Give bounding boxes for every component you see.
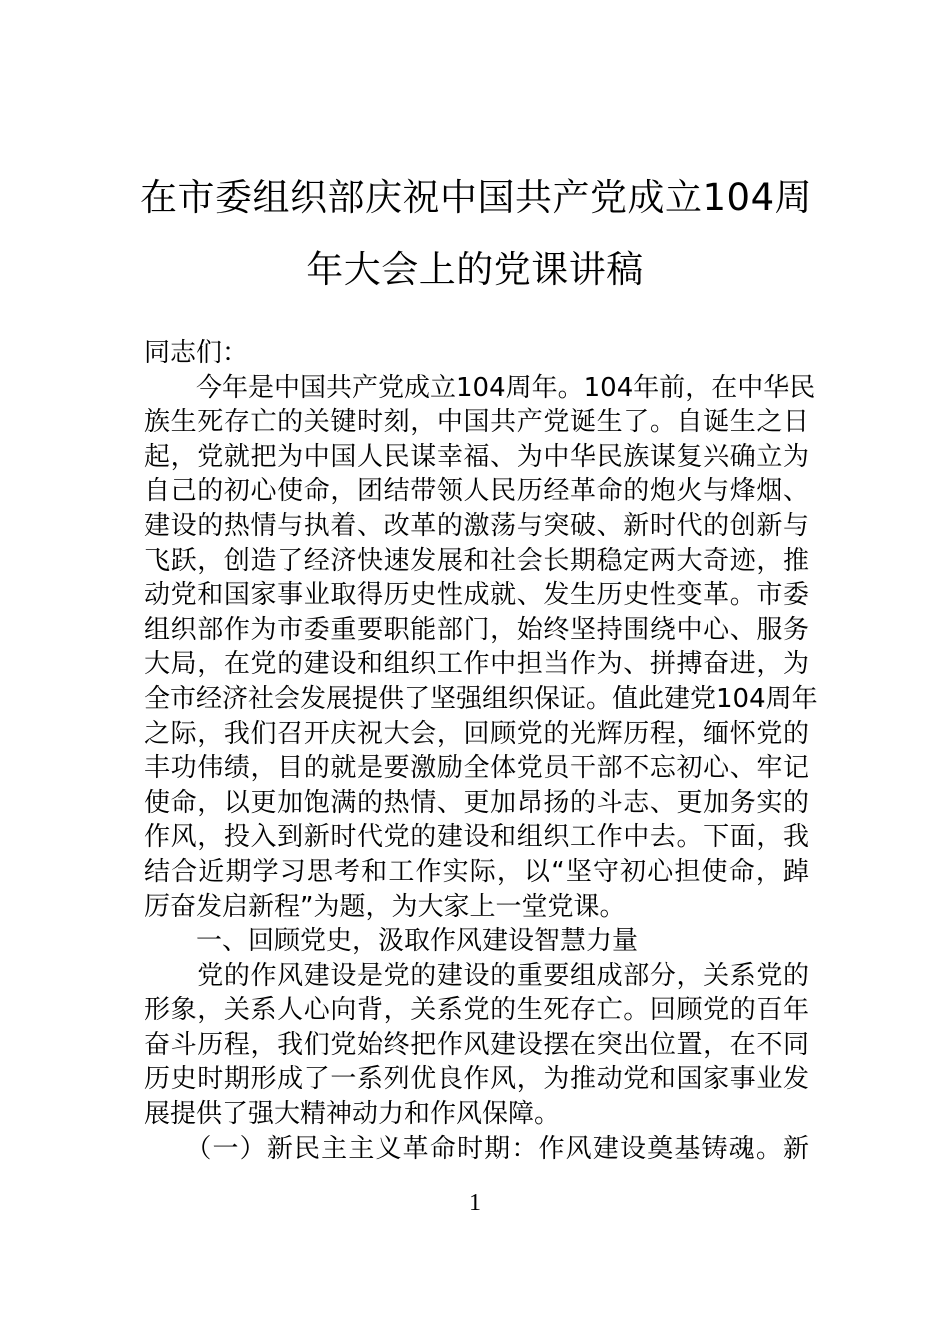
body-line: 之际，我们召开庆祝大会，回顾党的光辉历程，缅怀党的 (144, 718, 809, 749)
body-line: 大局，在党的建设和组织工作中担当作为、拼搏奋进，为 (144, 649, 809, 680)
body-line: 党的作风建设是党的建设的重要组成部分，关系党的 (144, 960, 809, 991)
subsection-heading: （一）新民主主义革命时期：作风建设奠基铸魂。新 (144, 1133, 809, 1164)
body-line: 自己的初心使命，团结带领人民历经革命的炮火与烽烟、 (144, 476, 809, 507)
body-line: 丰功伟绩，目的就是要激励全体党员干部不忘初心、牢记 (144, 753, 809, 784)
body-line: 厉奋发启新程”为题，为大家上一堂党课。 (144, 891, 626, 922)
body-line: 动党和国家事业取得历史性成就、发生历史性变革。市委 (144, 580, 809, 611)
body-line: 起，党就把为中国人民谋幸福、为中华民族谋复兴确立为 (144, 441, 809, 472)
body-line: 奋斗历程，我们党始终把作风建设摆在突出位置，在不同 (144, 1029, 809, 1060)
section-heading: 一、回顾党史，汲取作风建设智慧力量 (144, 926, 639, 957)
body-line: 结合近期学习思考和工作实际，以“坚守初心担使命，踔 (144, 856, 809, 887)
page-number: 1 (469, 1190, 481, 1216)
body-line: 全市经济社会发展提供了坚强组织保证。值此建党104周年 (144, 683, 818, 714)
body-line: 形象，关系人心向背，关系党的生死存亡。回顾党的百年 (144, 995, 809, 1026)
body-line: 作风，投入到新时代党的建设和组织工作中去。下面，我 (144, 822, 809, 853)
title-line-2: 年大会上的党课讲稿 (306, 248, 644, 291)
body-line: 今年是中国共产党成立104周年。104年前，在中华民 (144, 372, 816, 403)
title-line-1: 在市委组织部庆祝中国共产党成立104周 (140, 176, 813, 219)
document-title (140, 162, 813, 306)
document-body (144, 336, 818, 1166)
body-line: 历史时期形成了一系列优良作风，为推动党和国家事业发 (144, 1064, 809, 1095)
body-line: 建设的热情与执着、改革的激荡与突破、新时代的创新与 (144, 510, 809, 541)
body-line: 使命，以更加饱满的热情、更加昂扬的斗志、更加务实的 (144, 787, 809, 818)
body-line: 展提供了强大精神动力和作风保障。 (144, 1099, 561, 1130)
salutation: 同志们： (144, 338, 249, 368)
body-line: 组织部作为市委重要职能部门，始终坚持围绕中心、服务 (144, 614, 809, 645)
body-line: 飞跃，创造了经济快速发展和社会长期稳定两大奇迹，推 (144, 545, 809, 576)
body-line: 族生死存亡的关键时刻，中国共产党诞生了。自诞生之日 (144, 407, 809, 438)
